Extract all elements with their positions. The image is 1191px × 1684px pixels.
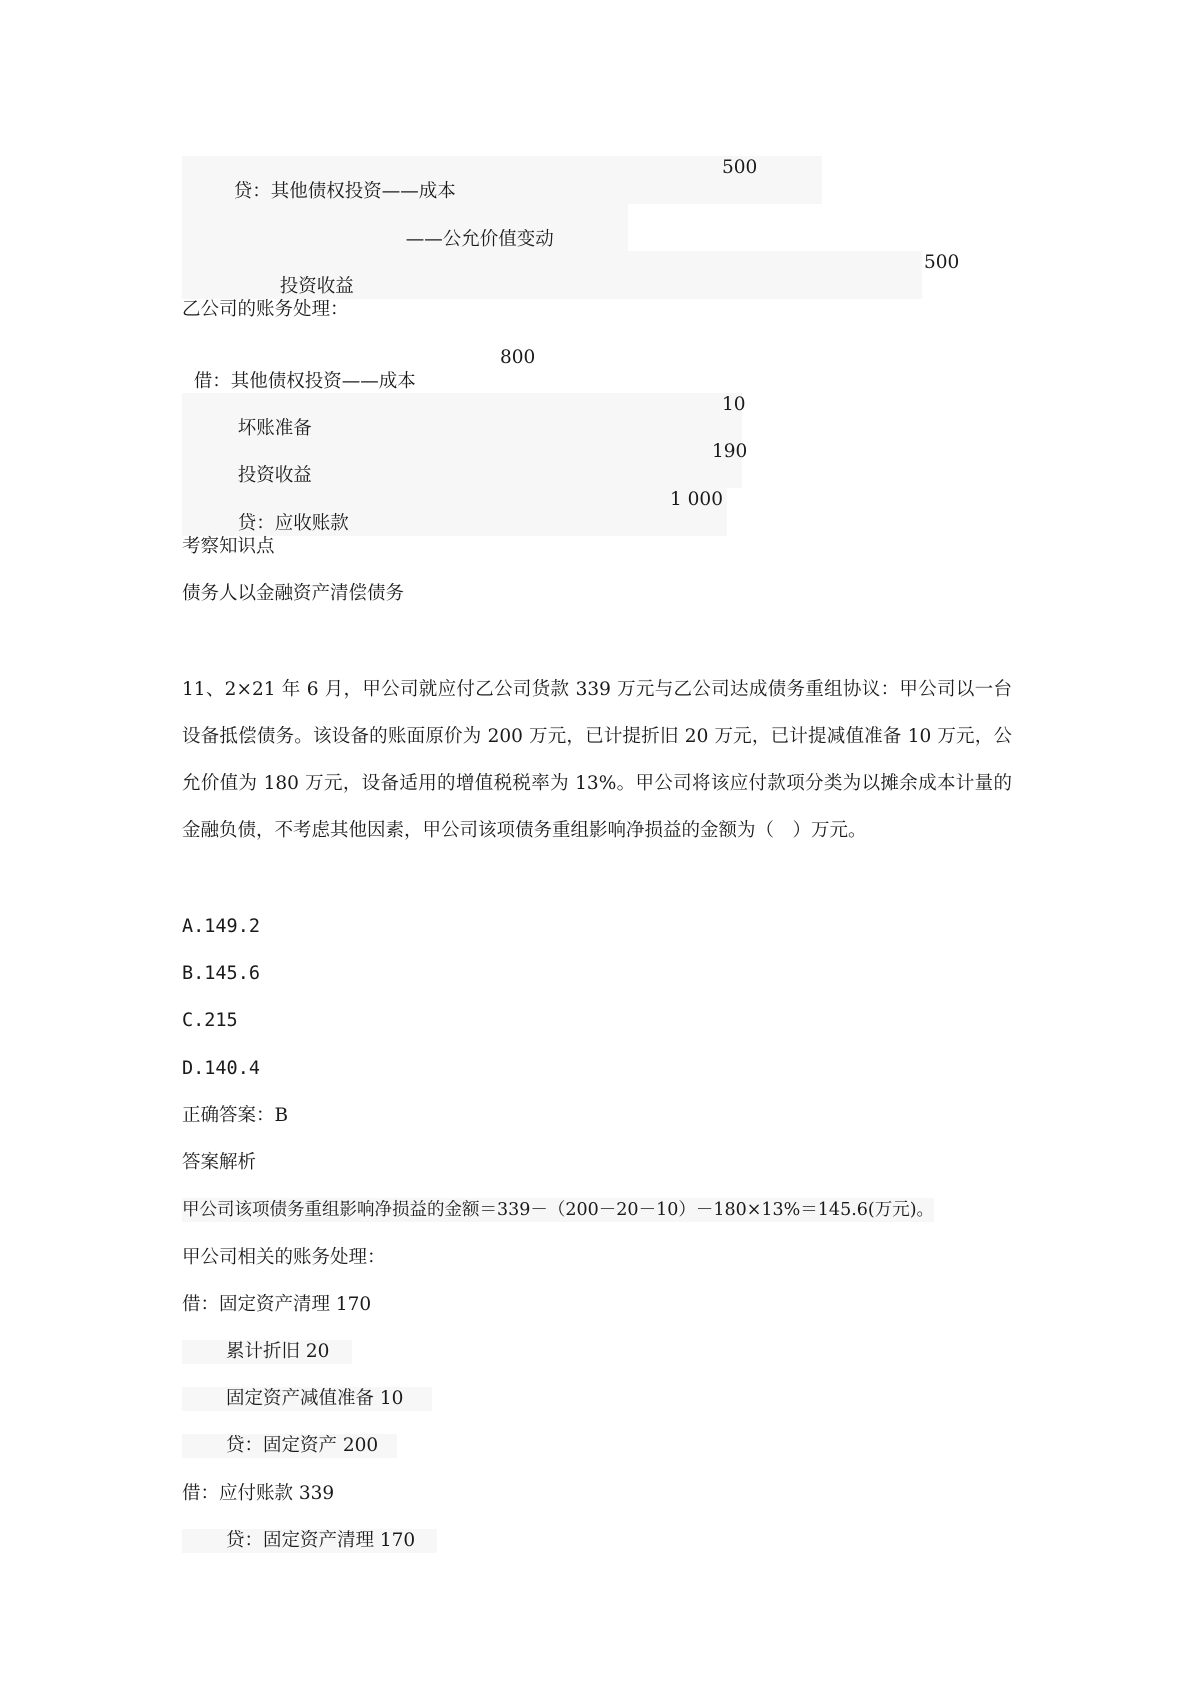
yi-credit-label: 贷：应收账款: [237, 513, 349, 534]
question-stem: 11、2×21 年 6 月，甲公司就应付乙公司货款 339 万元与乙公司达成债务重组协议：甲公司以一台设备抵偿债务。该设备的账面原价为 200 万元，已计提折旧 20 万元，已计提减值准备 10 万元，公允价值为 180 万元，设备适用的增值税税率为 13%。甲公司将该应付款项分类为以摊余成本计量的金融负债，不考虑其他因素，甲公司该项债务重组影响净损益的金额为（ ）万元。: [182, 679, 1012, 841]
bad-debt-row: [182, 393, 742, 441]
invest-income-label: 投资收益: [279, 276, 354, 297]
option-b: B.145.6: [182, 963, 260, 984]
jia-heading: 甲公司相关的账务处理：: [182, 1247, 386, 1268]
credit-entry-amount: 500: [722, 157, 758, 178]
jia-entry-2: 累计折旧 20: [182, 1340, 352, 1364]
knowledge-value: 债务人以金融资产清偿债务: [182, 583, 405, 604]
bad-debt-amount: 10: [722, 394, 746, 415]
option-a: A.149.2: [182, 916, 260, 937]
yi-credit-amount: 1 000: [670, 489, 723, 510]
yi-invest-row: [182, 440, 742, 488]
jia-entry-4: 贷：固定资产 200: [182, 1434, 397, 1458]
yi-invest-amount: 190: [712, 441, 748, 462]
yi-heading: 乙公司的账务处理：: [182, 299, 349, 320]
bad-debt-label: 坏账准备: [237, 418, 312, 439]
yi-debit-row: [182, 346, 416, 394]
option-c: C.215: [182, 1010, 238, 1031]
jia-entry-5: 借：应付账款 339: [182, 1483, 335, 1504]
analysis-text: 甲公司该项债务重组影响净损益的金额＝339－（200－20－10）－180×13%＝145.6(万元)。: [182, 1200, 935, 1220]
option-d: D.140.4: [182, 1058, 260, 1079]
invest-income-row: [182, 251, 922, 299]
yi-invest-label: 投资收益: [237, 465, 312, 486]
invest-income-amount: 500: [924, 252, 960, 273]
yi-debit-label: 借：其他债权投资——成本: [193, 371, 416, 392]
correct-answer: 正确答案：B: [182, 1105, 289, 1126]
jia-entry-1: 借：固定资产清理 170: [182, 1294, 372, 1315]
fv-change-label: ——公允价值变动: [405, 229, 554, 250]
yi-debit-amount: 800: [500, 347, 536, 368]
jia-entry-6: 贷：固定资产清理 170: [182, 1529, 437, 1553]
analysis-label: 答案解析: [182, 1152, 257, 1173]
knowledge-label: 考察知识点: [182, 536, 275, 557]
jia-entry-3: 固定资产减值准备 10: [182, 1387, 432, 1411]
credit-entry-label: 贷：其他债权投资——成本: [233, 181, 456, 202]
yi-credit-row: [182, 488, 727, 536]
